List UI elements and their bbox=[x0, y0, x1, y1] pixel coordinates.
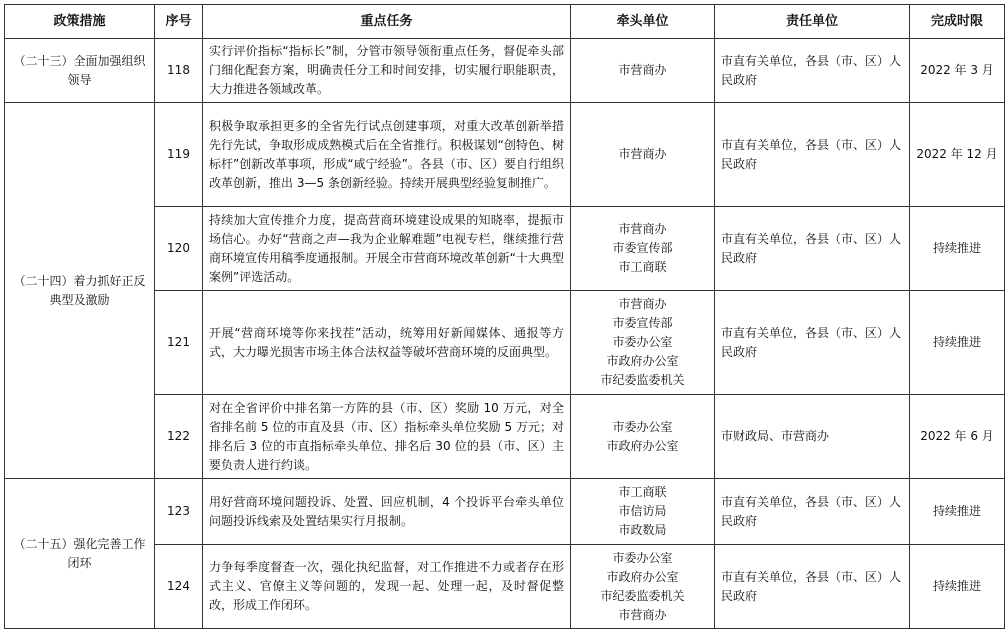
task-cell: 实行评价指标“指标长”制，分管市领导领衔重点任务，督促牵头部门细化配套方案，明确责任分工和时间安排，切实履行职能职责，大力推进各领域改革。 bbox=[203, 39, 571, 103]
table-row bbox=[5, 395, 1005, 479]
number-cell: 120 bbox=[155, 207, 203, 291]
deadline-cell: 2022 年 3 月 bbox=[910, 39, 1005, 103]
deadline-cell: 持续推进 bbox=[910, 291, 1005, 395]
lead-unit-cell: 市委办公室 市政府办公室 bbox=[571, 395, 715, 479]
deadline-cell: 持续推进 bbox=[910, 479, 1005, 545]
number-cell: 124 bbox=[155, 545, 203, 629]
deadline-cell: 持续推进 bbox=[910, 545, 1005, 629]
header-lead-unit: 牵头单位 bbox=[571, 5, 715, 39]
number-cell: 122 bbox=[155, 395, 203, 479]
task-cell: 用好营商环境问题投诉、处置、回应机制，4 个投诉平台牵头单位问题投诉线索及处置结果实行月报制。 bbox=[203, 479, 571, 545]
measure-cell: （二十三）全面加强组织领导 bbox=[5, 39, 155, 103]
responsible-unit-cell: 市直有关单位，各县（市、区）人民政府 bbox=[715, 291, 910, 395]
number-cell: 118 bbox=[155, 39, 203, 103]
table-row bbox=[5, 207, 1005, 291]
header-responsible-unit: 责任单位 bbox=[715, 5, 910, 39]
lead-unit-cell: 市营商办 bbox=[571, 39, 715, 103]
responsible-unit-cell: 市财政局、市营商办 bbox=[715, 395, 910, 479]
table-row bbox=[5, 39, 1005, 103]
lead-unit-cell: 市营商办 市委宣传部 市工商联 bbox=[571, 207, 715, 291]
measure-cell: （二十四）着力抓好正反典型及激励 bbox=[5, 103, 155, 479]
number-cell: 123 bbox=[155, 479, 203, 545]
number-cell: 121 bbox=[155, 291, 203, 395]
deadline-cell: 持续推进 bbox=[910, 207, 1005, 291]
responsible-unit-cell: 市直有关单位，各县（市、区）人民政府 bbox=[715, 545, 910, 629]
header-measure: 政策措施 bbox=[5, 5, 155, 39]
responsible-unit-cell: 市直有关单位，各县（市、区）人民政府 bbox=[715, 103, 910, 207]
table-header-row bbox=[5, 5, 1005, 39]
responsible-unit-cell: 市直有关单位，各县（市、区）人民政府 bbox=[715, 207, 910, 291]
table-row bbox=[5, 545, 1005, 629]
table-row bbox=[5, 291, 1005, 395]
task-cell: 对在全省评价中排名第一方阵的县（市、区）奖励 10 万元，对全省排名前 5 位的市直及县（市、区）指标牵头单位奖励 5 万元；对排名后 3 位的市直指标牵头单位、排名后 30 位的县（市、区）主要负责人进行约谈。 bbox=[203, 395, 571, 479]
task-cell: 力争每季度督查一次，强化执纪监督，对工作推进不力或者存在形式主义、官僚主义等问题的，发现一起、处理一起，及时督促整改，形成工作闭环。 bbox=[203, 545, 571, 629]
responsible-unit-cell: 市直有关单位，各县（市、区）人民政府 bbox=[715, 479, 910, 545]
table-row bbox=[5, 479, 1005, 545]
lead-unit-cell: 市委办公室 市政府办公室 市纪委监委机关 市营商办 bbox=[571, 545, 715, 629]
header-task: 重点任务 bbox=[203, 5, 571, 39]
lead-unit-cell: 市工商联 市信访局 市政数局 bbox=[571, 479, 715, 545]
header-number: 序号 bbox=[155, 5, 203, 39]
deadline-cell: 2022 年 6 月 bbox=[910, 395, 1005, 479]
measure-cell: （二十五）强化完善工作闭环 bbox=[5, 479, 155, 629]
number-cell: 119 bbox=[155, 103, 203, 207]
table-row bbox=[5, 103, 1005, 207]
task-cell: 积极争取承担更多的全省先行试点创建事项，对重大改革创新举措先行先试，争取形成成熟模式后在全省推行。积极谋划“创特色、树标杆”创新改革事项，形成“咸宁经验”。各县（市、区）要自行组织改革创新，推出 3—5 条创新经验。持续开展典型经验复制推广。 bbox=[203, 103, 571, 207]
task-cell: 持续加大宣传推介力度，提高营商环境建设成果的知晓率，提振市场信心。办好“营商之声—我为企业解难题”电视专栏，继续推行营商环境宣传用稿季度通报制。开展全市营商环境改革创新“十大典型案例”评选活动。 bbox=[203, 207, 571, 291]
lead-unit-cell: 市营商办 市委宣传部 市委办公室 市政府办公室 市纪委监委机关 bbox=[571, 291, 715, 395]
lead-unit-cell: 市营商办 bbox=[571, 103, 715, 207]
deadline-cell: 2022 年 12 月 bbox=[910, 103, 1005, 207]
task-cell: 开展“营商环境等你来找茬”活动，统筹用好新闻媒体、通报等方式，大力曝光损害市场主体合法权益等破坏营商环境的反面典型。 bbox=[203, 291, 571, 395]
policy-task-table bbox=[4, 4, 1005, 629]
header-deadline: 完成时限 bbox=[910, 5, 1005, 39]
responsible-unit-cell: 市直有关单位，各县（市、区）人民政府 bbox=[715, 39, 910, 103]
